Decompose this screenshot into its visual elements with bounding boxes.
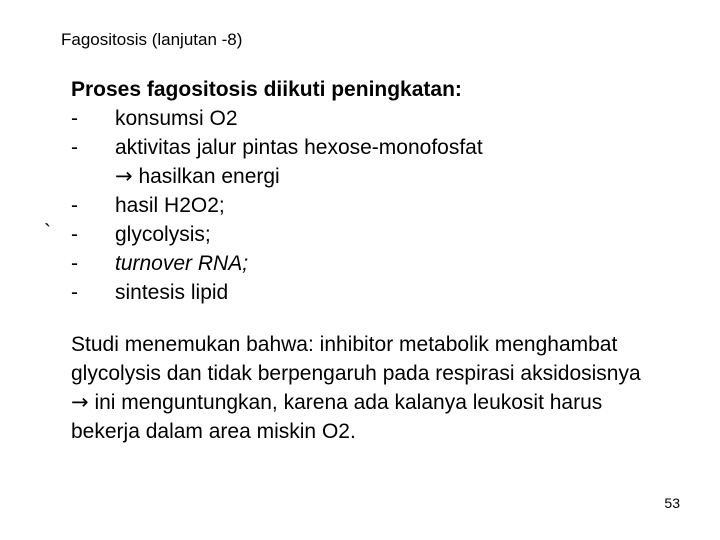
list-item-text-multiline bbox=[115, 133, 483, 191]
page-number: 53 bbox=[664, 495, 680, 511]
list-item bbox=[71, 104, 671, 133]
dash-marker: - bbox=[71, 194, 78, 217]
list-heading: Proses fagositosis diikuti peningkatan: bbox=[71, 78, 462, 101]
list-item bbox=[71, 191, 671, 220]
list-item-text: hasil H2O2; bbox=[115, 194, 225, 217]
arrow-icon: → bbox=[115, 164, 133, 188]
list-item bbox=[71, 278, 671, 307]
dash-marker: - bbox=[71, 252, 78, 275]
arrow-icon: → bbox=[71, 390, 89, 414]
list-item-text: aktivitas jalur pintas hexose-monofosfat bbox=[115, 136, 483, 159]
dash-marker: - bbox=[71, 223, 78, 246]
slide-title: Fagositosis (lanjutan -8) bbox=[61, 30, 243, 49]
list-item-text: turnover RNA; bbox=[115, 252, 249, 275]
dash-marker: - bbox=[71, 107, 78, 130]
list-item-text: glycolysis; bbox=[115, 223, 211, 246]
dash-marker: - bbox=[71, 136, 78, 159]
list-item bbox=[71, 220, 671, 249]
dash-marker: - bbox=[71, 281, 78, 304]
body-paragraph bbox=[71, 330, 661, 446]
paragraph-text-continued: ini menguntungkan, karena ada kalanya leukosit harus bekerja dalam area miskin O2. bbox=[71, 391, 603, 443]
list-item-text: sintesis lipid bbox=[115, 281, 229, 304]
list-item-text: konsumsi O2 bbox=[115, 107, 238, 130]
bullet-list bbox=[71, 104, 671, 307]
stray-mark: ` bbox=[44, 221, 51, 244]
list-item bbox=[71, 133, 671, 191]
list-item bbox=[71, 249, 671, 278]
list-item-continuation: hasilkan energi bbox=[138, 165, 280, 188]
paragraph-text: Studi menemukan bahwa: inhibitor metabolik menghambat glycolysis dan tidak berpengaruh pada respirasi aksidosisnya bbox=[71, 333, 641, 385]
